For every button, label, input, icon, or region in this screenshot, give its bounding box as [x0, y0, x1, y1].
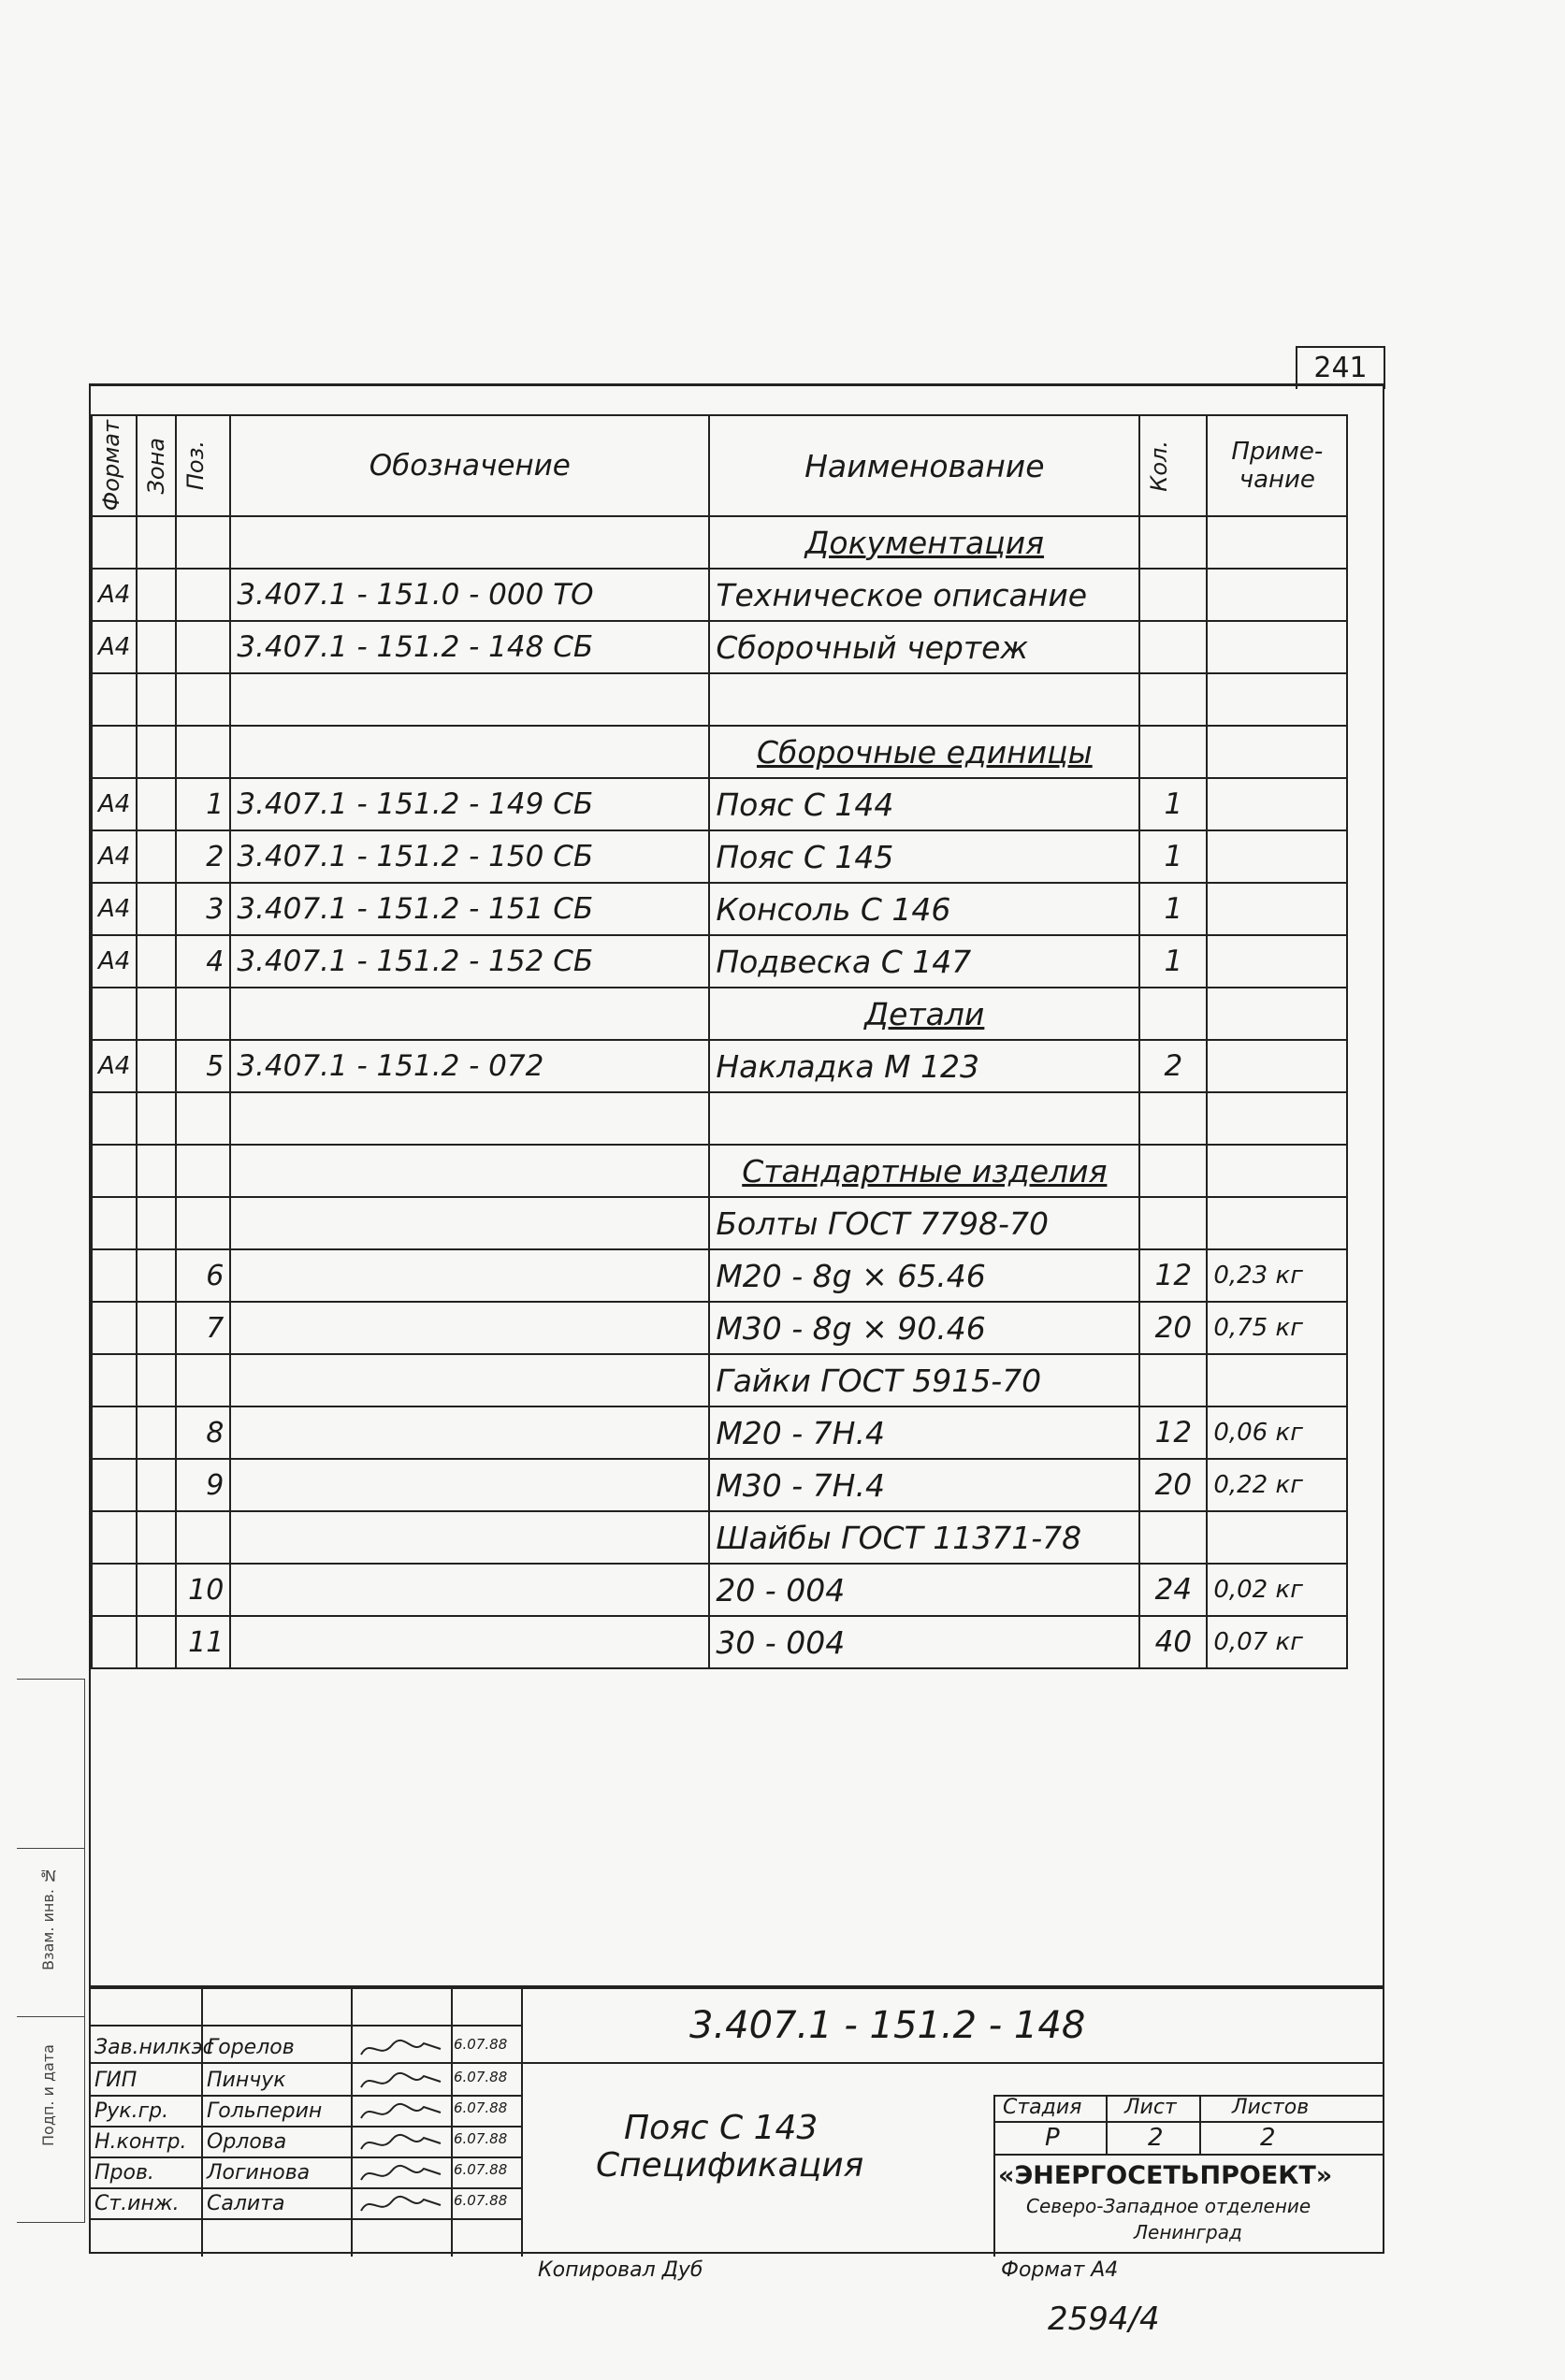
cell-name [709, 673, 1139, 726]
cell-zone [137, 1092, 176, 1145]
title-line1: Пояс С 143 [624, 2109, 819, 2147]
header-pos: Поз. [182, 440, 210, 491]
cell-qty: 1 [1139, 883, 1207, 935]
cell-format [92, 1145, 137, 1197]
cell-pos: 10 [176, 1564, 230, 1616]
table-row [92, 883, 1347, 935]
signature-role: Зав.нилкэс [94, 2036, 214, 2059]
cell-pos: 7 [176, 1302, 230, 1354]
signature-name: Горелов [207, 2036, 295, 2059]
cell-zone [137, 778, 176, 830]
cell-note [1207, 1040, 1347, 1092]
cell-format: А4 [92, 1040, 137, 1092]
header-zone: Зона [143, 437, 170, 495]
spec-body [92, 516, 1347, 1668]
cell-qty [1139, 726, 1207, 778]
cell-pos [176, 1145, 230, 1197]
header-note: Приме-чание [1207, 415, 1347, 516]
cell-name: М30 - 7Н.4 [709, 1459, 1139, 1511]
cell-pos [176, 516, 230, 569]
table-row [92, 1145, 1347, 1197]
cell-pos: 3 [176, 883, 230, 935]
table-row [92, 935, 1347, 988]
signature-name: Логинова [207, 2161, 311, 2185]
cell-pos [176, 621, 230, 673]
cell-name: Болты ГОСТ 7798-70 [709, 1197, 1139, 1249]
cell-designation: 3.407.1 - 151.2 - 150 СБ [230, 830, 709, 883]
copied-by: Копировал Дуб [538, 2258, 703, 2282]
header-format: Формат [98, 420, 124, 512]
table-row [92, 1197, 1347, 1249]
cell-designation: 3.407.1 - 151.2 - 072 [230, 1040, 709, 1092]
table-row [92, 1406, 1347, 1459]
cell-format [92, 516, 137, 569]
signature-name: Гольперин [207, 2099, 323, 2123]
cell-qty [1139, 1145, 1207, 1197]
header-name: Наименование [709, 415, 1139, 516]
signature-role: Н.контр. [94, 2130, 187, 2154]
cell-zone [137, 1406, 176, 1459]
cell-designation [230, 1092, 709, 1145]
signature-date: 6.07.88 [454, 2130, 508, 2147]
signature-name: Орлова [207, 2130, 287, 2154]
cell-note [1207, 1092, 1347, 1145]
cell-designation: 3.407.1 - 151.2 - 149 СБ [230, 778, 709, 830]
cell-note [1207, 778, 1347, 830]
cell-note: 0,75 кг [1207, 1302, 1347, 1354]
cell-qty [1139, 569, 1207, 621]
cell-pos: 9 [176, 1459, 230, 1511]
cell-zone [137, 1145, 176, 1197]
cell-pos: 6 [176, 1249, 230, 1302]
cell-designation [230, 1459, 709, 1511]
cell-zone [137, 673, 176, 726]
footer-format: Формат А4 [1001, 2258, 1119, 2282]
cell-format [92, 726, 137, 778]
cell-zone [137, 1511, 176, 1564]
cell-name: Пояс С 144 [709, 778, 1139, 830]
cell-format [92, 1406, 137, 1459]
cell-designation [230, 1145, 709, 1197]
title-block [91, 1985, 1383, 2258]
signature-date: 6.07.88 [454, 2069, 508, 2085]
cell-designation: 3.407.1 - 151.2 - 152 СБ [230, 935, 709, 988]
cell-zone [137, 516, 176, 569]
table-row [92, 1564, 1347, 1616]
org-name: «ЭНЕРГОСЕТЬПРОЕКТ» [998, 2161, 1333, 2190]
cell-qty [1139, 516, 1207, 569]
table-row [92, 778, 1347, 830]
cell-pos [176, 1092, 230, 1145]
cell-qty: 1 [1139, 935, 1207, 988]
cell-zone [137, 988, 176, 1040]
cell-format: А4 [92, 569, 137, 621]
org-branch: Северо-Западное отделение [1026, 2195, 1311, 2217]
sheet-value: 2 [1148, 2124, 1164, 2152]
table-row [92, 830, 1347, 883]
cell-zone [137, 1302, 176, 1354]
cell-note [1207, 1197, 1347, 1249]
cell-zone [137, 883, 176, 935]
cell-format: А4 [92, 778, 137, 830]
cell-qty: 12 [1139, 1406, 1207, 1459]
cell-format [92, 1302, 137, 1354]
table-row [92, 1616, 1347, 1668]
cell-designation [230, 1354, 709, 1406]
cell-pos [176, 1511, 230, 1564]
cell-qty [1139, 1197, 1207, 1249]
cell-pos: 1 [176, 778, 230, 830]
cell-name: М20 - 8g × 65.46 [709, 1249, 1139, 1302]
cell-name: Техническое описание [709, 569, 1139, 621]
signature-scribble [356, 2130, 445, 2156]
cell-qty: 12 [1139, 1249, 1207, 1302]
cell-designation [230, 673, 709, 726]
cell-pos: 5 [176, 1040, 230, 1092]
cell-name: Стандартные изделия [709, 1145, 1139, 1197]
cell-name: Сборочные единицы [709, 726, 1139, 778]
cell-format [92, 673, 137, 726]
cell-name: М20 - 7Н.4 [709, 1406, 1139, 1459]
header-row [92, 415, 1347, 516]
cell-name: Пояс С 145 [709, 830, 1139, 883]
cell-zone [137, 830, 176, 883]
signature-name: Салита [207, 2192, 285, 2215]
cell-qty [1139, 988, 1207, 1040]
cell-note: 0,22 кг [1207, 1459, 1347, 1511]
cell-qty: 2 [1139, 1040, 1207, 1092]
signature-date: 6.07.88 [454, 2036, 508, 2053]
table-row [92, 1511, 1347, 1564]
cell-designation [230, 1406, 709, 1459]
signature-name: Пинчук [207, 2069, 286, 2092]
cell-zone [137, 569, 176, 621]
sheet-number: 241 [1296, 346, 1385, 389]
table-row [92, 673, 1347, 726]
title-line2: Спецификация [596, 2146, 864, 2185]
table-row [92, 988, 1347, 1040]
cell-note: 0,06 кг [1207, 1406, 1347, 1459]
cell-designation [230, 1564, 709, 1616]
cell-format [92, 1354, 137, 1406]
cell-format [92, 988, 137, 1040]
cell-zone [137, 1616, 176, 1668]
cell-zone [137, 1354, 176, 1406]
cell-designation: 3.407.1 - 151.2 - 151 СБ [230, 883, 709, 935]
cell-qty: 24 [1139, 1564, 1207, 1616]
table-row [92, 516, 1347, 569]
cell-qty [1139, 621, 1207, 673]
cell-format: А4 [92, 935, 137, 988]
stage-value: Р [1045, 2124, 1060, 2152]
signature-role: Рук.гр. [94, 2099, 169, 2123]
cell-note [1207, 726, 1347, 778]
sheet-label: Лист [1124, 2096, 1177, 2119]
cell-qty [1139, 1092, 1207, 1145]
binding-strip [17, 1679, 85, 2223]
archive-stamp: 2594/4 [1048, 2301, 1160, 2338]
table-row [92, 1302, 1347, 1354]
signature-date: 6.07.88 [454, 2099, 508, 2116]
cell-designation [230, 726, 709, 778]
cell-designation [230, 1511, 709, 1564]
cell-note: 0,07 кг [1207, 1616, 1347, 1668]
cell-format [92, 1564, 137, 1616]
table-row [92, 569, 1347, 621]
cell-name: Подвеска С 147 [709, 935, 1139, 988]
table-row [92, 1092, 1347, 1145]
cell-note [1207, 1145, 1347, 1197]
signature-date: 6.07.88 [454, 2192, 508, 2209]
table-row [92, 726, 1347, 778]
cell-pos [176, 988, 230, 1040]
cell-designation [230, 1197, 709, 1249]
cell-designation [230, 1249, 709, 1302]
cell-format: А4 [92, 883, 137, 935]
cell-pos: 2 [176, 830, 230, 883]
cell-note [1207, 1354, 1347, 1406]
signature-scribble [356, 2192, 445, 2218]
cell-designation [230, 1616, 709, 1668]
table-row [92, 1354, 1347, 1406]
cell-pos: 8 [176, 1406, 230, 1459]
cell-pos: 4 [176, 935, 230, 988]
cell-format [92, 1249, 137, 1302]
signature-scribble [356, 2099, 445, 2126]
cell-pos: 11 [176, 1616, 230, 1668]
cell-zone [137, 1197, 176, 1249]
signature-date: 6.07.88 [454, 2161, 508, 2178]
cell-zone [137, 1564, 176, 1616]
strip-label-signature: Подп. и дата [39, 2044, 57, 2146]
cell-format: А4 [92, 830, 137, 883]
table-row [92, 1459, 1347, 1511]
document-code: 3.407.1 - 151.2 - 148 [689, 2004, 1086, 2047]
cell-designation: 3.407.1 - 151.2 - 148 СБ [230, 621, 709, 673]
org-city: Ленинград [1134, 2221, 1242, 2243]
cell-pos [176, 726, 230, 778]
cell-qty: 1 [1139, 778, 1207, 830]
cell-format [92, 1197, 137, 1249]
cell-qty [1139, 673, 1207, 726]
cell-name: Детали [709, 988, 1139, 1040]
table-row [92, 1040, 1347, 1092]
cell-zone [137, 935, 176, 988]
signature-scribble [356, 2069, 445, 2095]
cell-format [92, 1092, 137, 1145]
cell-qty [1139, 1511, 1207, 1564]
signature-role: Ст.инж. [94, 2192, 180, 2215]
cell-name: Документация [709, 516, 1139, 569]
cell-pos [176, 1354, 230, 1406]
cell-note [1207, 621, 1347, 673]
header-designation: Обозначение [230, 415, 709, 516]
cell-designation [230, 1302, 709, 1354]
cell-note [1207, 569, 1347, 621]
signature-role: Пров. [94, 2161, 154, 2185]
cell-designation: 3.407.1 - 151.0 - 000 ТО [230, 569, 709, 621]
cell-name: М30 - 8g × 90.46 [709, 1302, 1139, 1354]
sheets-label: Листов [1232, 2096, 1310, 2119]
cell-note [1207, 830, 1347, 883]
specification-table [91, 414, 1348, 1669]
cell-pos [176, 569, 230, 621]
stage-label: Стадия [1003, 2096, 1082, 2119]
sheets-value: 2 [1260, 2124, 1276, 2152]
cell-name: Гайки ГОСТ 5915-70 [709, 1354, 1139, 1406]
signature-scribble [356, 2036, 445, 2062]
cell-name [709, 1092, 1139, 1145]
cell-name: 20 - 004 [709, 1564, 1139, 1616]
cell-format [92, 1511, 137, 1564]
cell-designation [230, 988, 709, 1040]
cell-name: Консоль С 146 [709, 883, 1139, 935]
cell-zone [137, 1040, 176, 1092]
cell-note [1207, 516, 1347, 569]
table-row [92, 621, 1347, 673]
cell-note [1207, 988, 1347, 1040]
cell-qty: 40 [1139, 1616, 1207, 1668]
strip-label-replaced: Взам. инв. № [39, 1867, 57, 1970]
cell-format: А4 [92, 621, 137, 673]
cell-qty: 20 [1139, 1459, 1207, 1511]
cell-note [1207, 673, 1347, 726]
cell-qty: 1 [1139, 830, 1207, 883]
cell-name: Шайбы ГОСТ 11371-78 [709, 1511, 1139, 1564]
cell-qty: 20 [1139, 1302, 1207, 1354]
cell-zone [137, 1459, 176, 1511]
cell-note: 0,23 кг [1207, 1249, 1347, 1302]
drawing-sheet [89, 383, 1384, 2254]
cell-name: Накладка М 123 [709, 1040, 1139, 1092]
cell-qty [1139, 1354, 1207, 1406]
cell-note [1207, 935, 1347, 988]
cell-zone [137, 726, 176, 778]
cell-note: 0,02 кг [1207, 1564, 1347, 1616]
cell-name: 30 - 004 [709, 1616, 1139, 1668]
cell-pos [176, 1197, 230, 1249]
table-row [92, 1249, 1347, 1302]
cell-pos [176, 673, 230, 726]
cell-zone [137, 1249, 176, 1302]
cell-designation [230, 516, 709, 569]
signature-role: ГИП [94, 2069, 138, 2092]
cell-format [92, 1459, 137, 1511]
header-qty: Кол. [1146, 440, 1173, 492]
cell-format [92, 1616, 137, 1668]
cell-note [1207, 883, 1347, 935]
signature-scribble [356, 2161, 445, 2187]
cell-name: Сборочный чертеж [709, 621, 1139, 673]
cell-zone [137, 621, 176, 673]
cell-note [1207, 1511, 1347, 1564]
